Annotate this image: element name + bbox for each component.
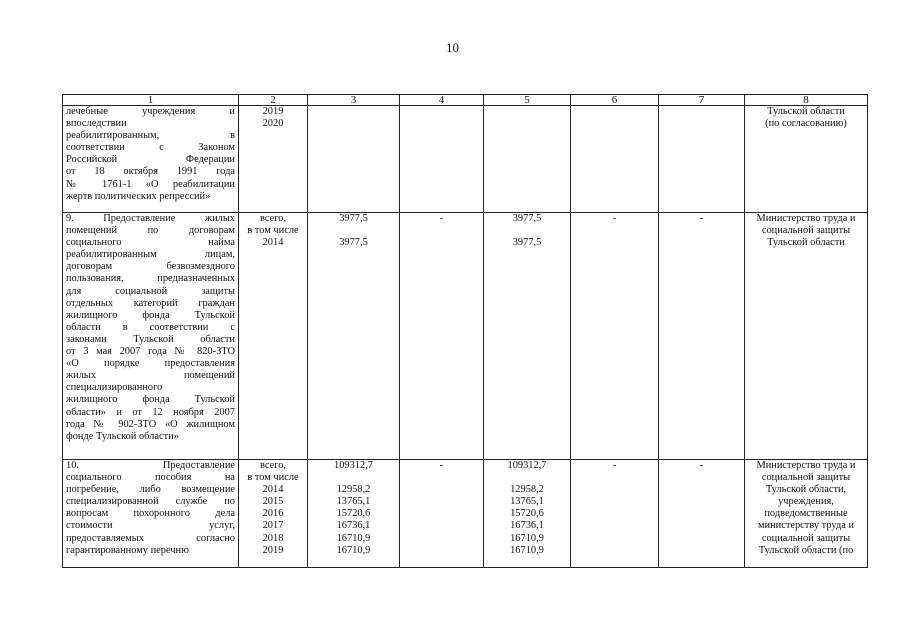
cell-text-line: Тульской области (по (758, 544, 854, 556)
cell-text-line: фонде Тульской области» (66, 430, 179, 442)
cell-text-line: «О порядке предоставления (66, 358, 235, 370)
program-table (62, 94, 868, 568)
cell-text-line: Тульской области (767, 237, 845, 249)
federal-budget-cell (400, 106, 484, 213)
cell-text-line: жилых помещений (66, 370, 235, 382)
cell-text-line: Министерство труда и (756, 460, 856, 471)
cell-text-line: вопросам похоронного дела (66, 508, 235, 520)
cell-text-line: всего, (260, 460, 286, 471)
cell-text-line: (по согласованию) (765, 118, 847, 130)
period-cell (239, 106, 308, 213)
cell-text-line: 2017 (262, 520, 284, 532)
local-budget-cell (571, 106, 659, 213)
cell-text-line: социальной защиты (761, 472, 851, 484)
cell-text-line: специализированной службе по (66, 496, 235, 508)
cell-text-line: 16736,1 (336, 520, 371, 532)
cell-text-line: 2016 (262, 508, 284, 520)
cell-text-line: помещений по договорам (66, 225, 235, 237)
cell-text-line: 2015 (262, 496, 284, 508)
regional-budget-cell (484, 460, 571, 568)
cell-text-line: законами Тульской области (66, 333, 235, 345)
cell-text-line: 16710,9 (510, 532, 544, 544)
period-cell (239, 213, 308, 460)
cell-text-line: - (612, 213, 617, 224)
responsible-executor-cell (745, 106, 868, 213)
cell-text-line: социального пособия на (66, 472, 235, 484)
cell-text-line: министерству труда и (757, 520, 855, 532)
cell-text-line: 13765,1 (336, 496, 371, 508)
table-row (63, 213, 868, 460)
cell-text-line: 2018 (262, 532, 284, 544)
page-number: 10 (446, 40, 459, 55)
cell-text-line: 2019 (262, 106, 284, 117)
cell-text-line: Российской Федерации (66, 154, 235, 166)
extra-budget-cell (659, 213, 745, 460)
cell-text-line: реабилитированным лицам, (66, 249, 235, 261)
cell-text-line: специализированного (66, 382, 163, 394)
cell-text-line: 16710,9 (336, 544, 371, 556)
local-budget-cell (571, 213, 659, 460)
cell-text-line: отдельных категорий граждан (66, 297, 235, 309)
column-header: 7 (659, 95, 745, 106)
cell-text-line: учреждения, (778, 496, 834, 508)
cell-text-line (487, 472, 567, 484)
responsible-executor-cell (745, 213, 868, 460)
cell-text-line: 10. Предоставление (66, 460, 235, 471)
cell-text-line: 2014 (262, 237, 284, 249)
cell-text-line: социального найма (66, 237, 235, 249)
cell-text-line: социальной защиты (761, 532, 851, 544)
period-cell (239, 460, 308, 568)
total-amount-cell (308, 460, 400, 568)
measure-description-cell (63, 213, 239, 460)
cell-text-line: 16736,1 (510, 520, 544, 532)
cell-text-line: области» и от 12 ноября 2007 (66, 406, 235, 418)
column-header: 3 (308, 95, 400, 106)
cell-text-line: 2020 (262, 118, 284, 130)
cell-text-line (487, 225, 567, 237)
cell-text-line: - (439, 460, 444, 471)
cell-text-line: жилищного фонда Тульской (66, 309, 235, 321)
cell-text-line: 15720,6 (510, 508, 544, 520)
extra-budget-cell (659, 460, 745, 568)
column-header: 8 (745, 95, 868, 106)
cell-text-line: в том числе (247, 472, 299, 484)
cell-text-line: Тульской области (767, 106, 845, 117)
column-header: 2 (239, 95, 308, 106)
cell-text-line: № 1761-1 «О реабилитации (66, 178, 235, 190)
cell-text-line: в том числе (247, 225, 299, 237)
cell-text-line: гарантированному перечню (66, 544, 189, 556)
regional-budget-cell (484, 213, 571, 460)
cell-text-line: 16710,9 (336, 532, 371, 544)
measure-description-cell (63, 460, 239, 568)
local-budget-cell (571, 460, 659, 568)
cell-text-line: от 18 октября 1991 года (66, 166, 235, 178)
cell-text-line: - (699, 213, 704, 224)
cell-text-line: подведомственные (764, 508, 848, 520)
cell-text-line: 2019 (262, 544, 284, 556)
cell-text-line: впоследствии (66, 118, 127, 130)
cell-text-line: 109312,7 (334, 460, 373, 471)
cell-text-line: Министерство труда и (756, 213, 856, 224)
cell-text-line: 3977,5 (339, 213, 368, 224)
cell-text-line: 12958,2 (336, 484, 371, 496)
cell-text-line: договорам безвозмездного (66, 261, 235, 273)
cell-text-line: для социальной защиты (66, 285, 235, 297)
cell-text-line: соответствии с Законом (66, 142, 235, 154)
column-header: 4 (400, 95, 484, 106)
cell-text-line: 12958,2 (510, 484, 544, 496)
cell-text-line: реабилитированным, в (66, 130, 235, 142)
column-header: 5 (484, 95, 571, 106)
extra-budget-cell (659, 106, 745, 213)
federal-budget-cell (400, 213, 484, 460)
regional-budget-cell (484, 106, 571, 213)
cell-text-line: пользования, предназначенных (66, 273, 235, 285)
cell-text-line: - (612, 460, 617, 471)
cell-text-line: всего, (260, 213, 286, 224)
cell-text-line: 13765,1 (510, 496, 544, 508)
header-row (63, 95, 868, 106)
cell-text-line: - (439, 213, 444, 224)
cell-text-line: 16710,9 (510, 544, 544, 556)
cell-text-line: лечебные учреждения и (66, 106, 235, 117)
cell-text-line: - (699, 460, 704, 471)
measure-description-cell (63, 106, 239, 213)
cell-text-line: 9. Предоставление жилых (66, 213, 235, 224)
federal-budget-cell (400, 460, 484, 568)
column-header: 1 (63, 95, 239, 106)
column-header: 6 (571, 95, 659, 106)
cell-text-line: 109312,7 (507, 460, 547, 471)
cell-text-line: стоимости услуг, (66, 520, 235, 532)
cell-text-line: Тульской области, (765, 484, 847, 496)
cell-text-line: 3977,5 (512, 213, 542, 224)
cell-text-line: 3977,5 (512, 237, 542, 249)
cell-text-line: от 3 мая 2007 года № 820-ЗТО (66, 346, 235, 358)
cell-text-line (311, 472, 396, 484)
responsible-executor-cell (745, 460, 868, 568)
total-amount-cell (308, 106, 400, 213)
table-row (63, 460, 868, 568)
table-row (63, 106, 868, 213)
cell-text-line: жертв политических репрессий» (66, 190, 211, 202)
cell-text-line: жилищного фонда Тульской (66, 394, 235, 406)
cell-text-line: 3977,5 (339, 237, 368, 249)
cell-text-line: года № 902-ЗТО «О жилищном (66, 418, 235, 430)
cell-text-line: 2014 (262, 484, 284, 496)
cell-text-line: области в соответствии с (66, 321, 235, 333)
cell-text-line: предоставляемых согласно (66, 532, 235, 544)
cell-text-line: социальной защиты (761, 225, 851, 237)
total-amount-cell (308, 213, 400, 460)
cell-text-line (311, 225, 396, 237)
cell-text-line: погребение, либо возмещение (66, 484, 235, 496)
cell-text-line: 15720,6 (336, 508, 371, 520)
